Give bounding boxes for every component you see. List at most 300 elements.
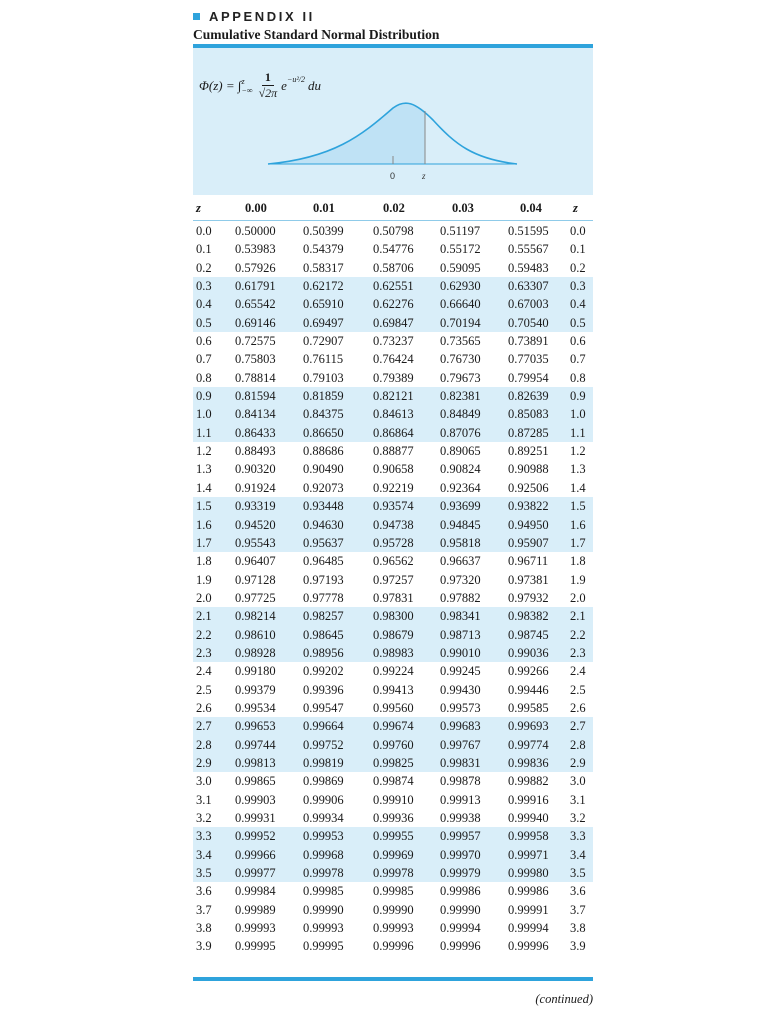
cell-0.04: 0.99916 [508,792,549,807]
cell-0.02: 0.99674 [373,719,414,734]
row-z-right: 1.8 [570,554,586,569]
cell-0.00: 0.98214 [235,609,276,624]
cell-0.04: 0.99266 [508,664,549,679]
row-z: 3.3 [196,829,212,844]
cell-0.02: 0.96562 [373,554,414,569]
table-row [193,736,593,754]
cell-0.01: 0.79103 [303,370,344,385]
row-z-right: 3.3 [570,829,586,844]
cell-0.02: 0.99825 [373,755,414,770]
row-z-right: 0.7 [570,352,586,367]
table-row [193,626,593,644]
row-z: 3.2 [196,811,212,825]
row-z: 1.0 [196,407,212,422]
table-row [193,369,593,387]
differential: du [307,77,321,93]
row-z: 2.6 [196,700,212,715]
row-z-right: 2.0 [570,590,586,605]
cell-0.00: 0.98928 [235,645,276,660]
cell-0.00: 0.99977 [235,866,276,881]
cell-0.01: 0.99906 [303,792,344,807]
table-row [193,387,593,405]
cell-0.00: 0.61791 [235,279,276,294]
cell-0.03: 0.99938 [440,811,481,825]
row-z: 3.0 [196,774,212,789]
row-z: 0.7 [196,352,212,367]
row-z: 2.4 [196,664,212,679]
cell-0.02: 0.84613 [373,407,414,422]
cell-0.00: 0.99653 [235,719,276,734]
cell-0.01: 0.72907 [303,334,344,349]
bullet-square-icon [193,13,200,20]
cell-0.03: 0.55172 [440,242,481,257]
row-z-right: 0.5 [570,315,586,330]
fraction-numerator: 1 [262,70,274,86]
row-z: 3.8 [196,921,212,936]
cell-0.03: 0.99970 [440,847,481,862]
row-z: 0.6 [196,334,212,349]
cell-0.03: 0.51197 [440,224,481,238]
cell-0.04: 0.70540 [508,315,549,330]
cell-0.04: 0.73891 [508,334,549,349]
cell-0.01: 0.93448 [303,499,344,514]
row-z-right: 0.9 [570,389,586,404]
table-row [193,516,593,534]
cell-0.04: 0.99996 [508,939,549,954]
cell-0.01: 0.69497 [303,315,344,330]
integral-lower-limit: −∞ [241,85,253,95]
cell-0.03: 0.93699 [440,499,481,514]
cell-0.01: 0.99752 [303,737,344,752]
cell-0.01: 0.62172 [303,279,344,294]
cell-0.02: 0.99996 [373,939,414,954]
cell-0.01: 0.50399 [303,224,344,238]
cell-0.00: 0.97725 [235,590,276,605]
column-header-0.04: 0.04 [520,201,542,215]
cell-0.02: 0.62276 [373,297,414,312]
cell-0.01: 0.65910 [303,297,344,312]
cell-0.00: 0.91924 [235,480,276,495]
formula-lhs: Φ(z) = ∫ [199,77,242,93]
cell-0.01: 0.96485 [303,554,344,569]
cell-0.01: 0.99869 [303,774,344,789]
cell-0.04: 0.89251 [508,444,549,459]
row-z-right: 2.3 [570,645,586,660]
row-z-right: 2.1 [570,609,586,624]
row-z-right: 0.3 [570,279,586,294]
cell-0.04: 0.77035 [508,352,549,367]
row-z: 2.5 [196,682,212,697]
cell-0.01: 0.94630 [303,517,344,532]
cell-0.00: 0.53983 [235,242,276,257]
cell-0.04: 0.99940 [508,811,549,825]
table-row [193,937,593,955]
row-z: 1.9 [196,572,212,587]
table-row [193,534,593,552]
cell-0.00: 0.96407 [235,554,276,569]
cell-0.04: 0.97932 [508,590,549,605]
cell-0.00: 0.78814 [235,370,276,385]
row-z-right: 3.5 [570,866,586,881]
cell-0.03: 0.99878 [440,774,481,789]
cell-0.00: 0.99744 [235,737,276,752]
cell-0.03: 0.97882 [440,590,481,605]
cell-0.01: 0.98956 [303,645,344,660]
cell-0.04: 0.87285 [508,425,549,440]
appendix-label [193,8,315,24]
cell-0.04: 0.99036 [508,645,549,660]
cell-0.04: 0.99958 [508,829,549,844]
cell-0.00: 0.81594 [235,389,276,404]
row-z-right: 3.7 [570,902,586,917]
table-row [193,259,593,277]
table-row [193,589,593,607]
row-z-right: 1.7 [570,535,586,550]
continued-note: (continued) [535,992,593,1006]
cell-0.04: 0.92506 [508,480,549,495]
cell-0.03: 0.99683 [440,719,481,734]
cell-0.03: 0.92364 [440,480,481,495]
cell-0.03: 0.96637 [440,554,481,569]
cell-0.04: 0.59483 [508,260,549,275]
table-row [193,772,593,790]
row-z: 3.7 [196,902,212,917]
cell-0.03: 0.98341 [440,609,481,624]
cell-0.02: 0.99985 [373,884,414,899]
cell-0.01: 0.99819 [303,755,344,770]
cell-0.02: 0.88877 [373,444,414,459]
cell-0.01: 0.99396 [303,682,344,697]
row-z: 2.3 [196,645,212,660]
cell-0.03: 0.99990 [440,902,481,917]
table-row [193,901,593,919]
row-z-right: 2.8 [570,737,586,752]
cell-0.02: 0.58706 [373,260,414,275]
cell-0.04: 0.90988 [508,462,549,477]
table-row [193,460,593,478]
cell-0.00: 0.99931 [235,811,276,825]
row-z-right: 3.6 [570,884,586,899]
row-z: 1.8 [196,554,212,569]
cell-0.04: 0.99991 [508,902,549,917]
cell-0.03: 0.98713 [440,627,481,642]
cell-0.00: 0.99865 [235,774,276,789]
cell-0.02: 0.99760 [373,737,414,752]
cell-0.00: 0.99995 [235,939,276,954]
cell-0.02: 0.99969 [373,847,414,862]
cell-0.02: 0.82121 [373,389,414,404]
cell-0.00: 0.99984 [235,884,276,899]
cell-0.02: 0.99910 [373,792,414,807]
cell-0.00: 0.69146 [235,315,276,330]
cell-0.01: 0.92073 [303,480,344,495]
row-z-right: 1.4 [570,480,586,495]
origin-label: 0 [390,171,396,181]
row-z-right: 1.1 [570,425,586,440]
cell-0.02: 0.99993 [373,921,414,936]
z-axis-label: z [422,171,426,181]
cell-0.03: 0.99010 [440,645,481,660]
normal-curve-figure [193,48,593,195]
row-z: 2.2 [196,627,212,642]
cell-0.03: 0.99986 [440,884,481,899]
table-row [193,497,593,515]
row-z-right: 0.4 [570,297,586,312]
row-z-right: 0.1 [570,242,586,257]
cell-0.00: 0.86433 [235,425,276,440]
row-z-right: 2.7 [570,719,586,734]
cell-0.03: 0.84849 [440,407,481,422]
cell-0.00: 0.50000 [235,224,276,238]
row-z: 1.7 [196,535,212,550]
cell-0.02: 0.99874 [373,774,414,789]
row-z: 0.3 [196,279,212,294]
row-z-right: 1.6 [570,517,586,532]
table-row [193,681,593,699]
row-z: 3.5 [196,866,212,881]
row-z-right: 2.4 [570,664,586,679]
cell-0.02: 0.97257 [373,572,414,587]
table-row [193,295,593,313]
cell-0.02: 0.76424 [373,352,414,367]
table-row [193,717,593,735]
cell-0.03: 0.90824 [440,462,481,477]
cell-0.01: 0.97778 [303,590,344,605]
row-z-right: 1.9 [570,572,586,587]
cell-0.02: 0.93574 [373,499,414,514]
cell-0.02: 0.69847 [373,315,414,330]
cell-0.03: 0.87076 [440,425,481,440]
cell-0.00: 0.99379 [235,682,276,697]
cell-0.04: 0.67003 [508,297,549,312]
row-z: 1.6 [196,517,212,532]
row-z: 2.7 [196,719,212,734]
cell-0.00: 0.88493 [235,444,276,459]
cell-0.02: 0.99990 [373,902,414,917]
formula-panel [193,48,593,195]
cell-0.03: 0.95818 [440,535,481,550]
cell-0.04: 0.99836 [508,755,549,770]
cell-0.00: 0.99180 [235,664,276,679]
cell-0.00: 0.99534 [235,700,276,715]
cell-0.00: 0.94520 [235,517,276,532]
cell-0.04: 0.79954 [508,370,549,385]
row-z-right: 2.2 [570,627,586,642]
fraction-denominator: √2π [258,86,278,100]
cell-0.01: 0.99985 [303,884,344,899]
cell-0.02: 0.99560 [373,700,414,715]
cell-0.01: 0.81859 [303,389,344,404]
row-z-right: 0.6 [570,334,586,349]
cell-0.04: 0.99693 [508,719,549,734]
cell-0.03: 0.97320 [440,572,481,587]
cell-0.00: 0.72575 [235,334,276,349]
cell-0.04: 0.99994 [508,921,549,936]
cell-0.01: 0.88686 [303,444,344,459]
row-z: 2.8 [196,737,212,752]
cell-0.00: 0.84134 [235,407,276,422]
appendix-label-text: APPENDIX II [209,8,315,24]
cell-0.04: 0.98382 [508,609,549,624]
cell-0.02: 0.62551 [373,279,414,294]
cell-0.01: 0.58317 [303,260,344,275]
cell-0.04: 0.85083 [508,407,549,422]
cell-0.04: 0.95907 [508,535,549,550]
row-z-right: 3.9 [570,939,586,954]
cell-0.02: 0.95728 [373,535,414,550]
table-row [193,424,593,442]
cell-0.04: 0.99774 [508,737,549,752]
row-z-right: 1.2 [570,444,586,459]
bottom-rule [193,977,593,981]
cell-0.04: 0.99446 [508,682,549,697]
row-z: 1.1 [196,425,212,440]
row-z: 3.4 [196,847,212,862]
row-z: 0.1 [196,242,212,257]
cell-0.03: 0.99430 [440,682,481,697]
cell-0.01: 0.54379 [303,242,344,257]
row-z-right: 0.0 [570,224,586,238]
cell-0.02: 0.98983 [373,645,414,660]
table-row [193,277,593,295]
row-z-right: 1.0 [570,407,586,422]
cell-0.04: 0.99585 [508,700,549,715]
cell-0.04: 0.94950 [508,517,549,532]
cell-0.01: 0.86650 [303,425,344,440]
cell-0.03: 0.59095 [440,260,481,275]
cell-0.04: 0.55567 [508,242,549,257]
integral-upper-limit: z [241,76,245,86]
table-row [193,442,593,460]
row-z: 0.5 [196,315,212,330]
header-rule [193,220,593,221]
cell-0.03: 0.94845 [440,517,481,532]
cell-0.03: 0.99979 [440,866,481,881]
table-row [193,314,593,332]
cell-0.00: 0.99903 [235,792,276,807]
row-z: 1.3 [196,462,212,477]
cell-0.00: 0.99989 [235,902,276,917]
cell-0.03: 0.99245 [440,664,481,679]
cell-0.01: 0.90490 [303,462,344,477]
page-title: Cumulative Standard Normal Distribution [193,27,440,42]
cell-0.01: 0.98645 [303,627,344,642]
exponent-base: e [281,77,287,93]
row-z-right: 0.2 [570,260,586,275]
cell-0.01: 0.76115 [303,352,344,367]
column-header-0.01: 0.01 [313,201,335,215]
cell-0.02: 0.86864 [373,425,414,440]
cell-0.03: 0.99913 [440,792,481,807]
table-row [193,699,593,717]
cell-0.04: 0.93822 [508,499,549,514]
row-z-right: 2.6 [570,700,586,715]
exponent: −u²/2 [286,75,305,84]
row-z-right: 1.3 [570,462,586,477]
table-row [193,827,593,845]
cell-0.04: 0.99986 [508,884,549,899]
cell-0.03: 0.99831 [440,755,481,770]
cell-0.01: 0.98257 [303,609,344,624]
shaded-area [268,104,425,164]
cell-0.01: 0.99993 [303,921,344,936]
row-z-right: 1.5 [570,499,586,514]
column-header-0.00: 0.00 [245,201,267,215]
row-z-right: 3.4 [570,847,586,862]
row-z-right: 0.8 [570,370,586,385]
cell-0.00: 0.75803 [235,352,276,367]
cell-0.01: 0.99547 [303,700,344,715]
cell-0.02: 0.99413 [373,682,414,697]
cell-0.03: 0.89065 [440,444,481,459]
table-row [193,479,593,497]
table-row [193,350,593,368]
cell-0.03: 0.66640 [440,297,481,312]
cell-0.01: 0.84375 [303,407,344,422]
row-z: 3.6 [196,884,212,899]
cell-0.04: 0.97381 [508,572,549,587]
cell-0.02: 0.99936 [373,811,414,825]
cell-0.00: 0.99993 [235,921,276,936]
cell-0.03: 0.73565 [440,334,481,349]
cell-0.00: 0.98610 [235,627,276,642]
table-row [193,882,593,900]
cell-0.03: 0.79673 [440,370,481,385]
table-row [193,846,593,864]
cell-0.02: 0.99978 [373,866,414,881]
row-z-right: 3.0 [570,774,586,789]
cell-0.02: 0.73237 [373,334,414,349]
cell-0.03: 0.99957 [440,829,481,844]
cell-0.04: 0.82639 [508,389,549,404]
row-z: 0.4 [196,297,212,312]
row-z: 1.4 [196,480,212,495]
cell-0.03: 0.70194 [440,315,481,330]
cell-0.00: 0.65542 [235,297,276,312]
cell-0.01: 0.99202 [303,664,344,679]
row-z-right: 3.2 [570,811,586,825]
table-row [193,405,593,423]
cell-0.02: 0.99224 [373,664,414,679]
row-z-right: 2.9 [570,755,586,770]
cell-0.01: 0.97193 [303,572,344,587]
row-z-right: 2.5 [570,682,586,697]
table-row [193,222,593,240]
cell-0.03: 0.99996 [440,939,481,954]
table-row [193,864,593,882]
cell-0.01: 0.99978 [303,866,344,881]
row-z: 0.8 [196,370,212,385]
table-row [193,552,593,570]
row-z: 3.1 [196,792,212,807]
table-body [193,222,593,956]
cell-0.00: 0.97128 [235,572,276,587]
table-row [193,607,593,625]
row-z: 2.9 [196,755,212,770]
row-z-right: 3.8 [570,921,586,936]
cell-0.02: 0.99955 [373,829,414,844]
cell-0.01: 0.99953 [303,829,344,844]
cell-0.03: 0.62930 [440,279,481,294]
table-row [193,754,593,772]
cell-0.03: 0.82381 [440,389,481,404]
row-z: 1.2 [196,444,212,459]
column-header-z: z [196,201,201,215]
cell-0.04: 0.96711 [508,554,549,569]
cell-0.01: 0.99995 [303,939,344,954]
table-row [193,791,593,809]
cell-0.00: 0.99966 [235,847,276,862]
